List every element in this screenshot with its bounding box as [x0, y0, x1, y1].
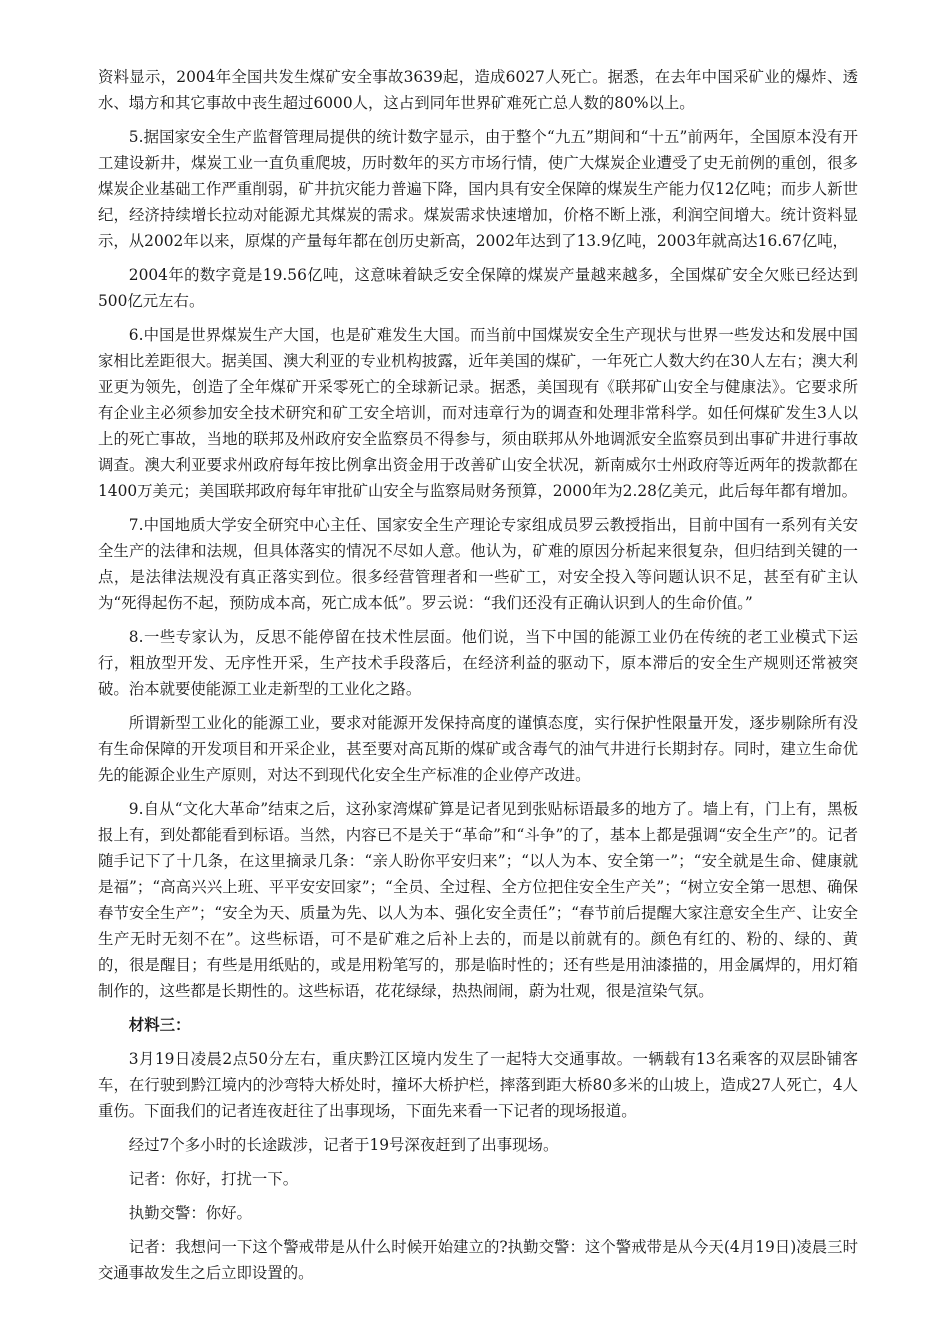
- paragraph-intro-continued: 资料显示，2004年全国共发生煤矿安全事故3639起，造成6027人死亡。据悉，在去年中国采矿业的爆炸、透水、塌方和其它事故中丧生超过6000人，这占到同年世界矿难死亡总人数的80%以上。: [98, 68, 858, 112]
- paragraph-item-5: 5.据国家安全生产监督管理局提供的统计数字显示，由于整个“九五”期间和“十五”前两年，全国原本没有开工建设新井，煤炭工业一直负重爬坡，历时数年的买方市场行情，使广大煤炭企业遭受了史无前例的重创，很多煤炭企业基础工作严重削弱，矿井抗灾能力普遍下降，国内具有安全保障的煤炭生产能力仅12亿吨；而步人新世纪，经济持续增长拉动对能源尤其煤炭的需求。煤炭需求快速增加，价格不断上涨，利润空间增大。统计资料显示，从2002年以来，原煤的产量每年都在创历史新高，2002年达到了13.9亿吨，2003年就高达16.67亿吨，: [98, 128, 858, 250]
- paragraph-material-3-arrival: 经过7个多小时的长途跋涉，记者于19号深夜赶到了出事现场。: [128, 1136, 559, 1154]
- paragraph-item-6: 6.中国是世界煤炭生产大国，也是矿难发生大国。而当前中国煤炭安全生产现状与世界一些发达和发展中国家相比差距很大。据美国、澳大利亚的专业机构披露，近年美国的煤矿，一年死亡人数大约在30人左右；澳大利亚更为领先，创造了全年煤矿开采零死亡的全球新记录。据悉，美国现有《联邦矿山安全与健康法》。它要求所有企业主必须参加安全技术研究和矿工安全培训，而对违章行为的调查和处理非常科学。如任何煤矿发生3人以上的死亡事故，当地的联邦及州政府安全监察员不得参与，须由联邦从外地调派安全监察员到出事矿井进行事故调查。澳大利亚要求州政府每年按比例拿出资金用于改善矿山安全状况，新南威尔士州政府等近两年的拨款都在1400万美元；美国联邦政府每年审批矿山安全与监察局财务预算，2000年为2.28亿美元，此后每年都有增加。: [98, 326, 858, 500]
- dialogue-reporter-2: 记者：我想问一下这个警戒带是从什么时候开始建立的?执勤交警：这个警戒带是从今天(4月19日)凌晨三时交通事故发生之后立即设置的。: [98, 1238, 858, 1282]
- section-heading-material-3: 材料三：: [128, 1016, 191, 1034]
- dialogue-officer-1: 执勤交警：你好。: [128, 1204, 252, 1222]
- document-page: [98, 64, 858, 1294]
- paragraph-item-5-continued: 2004年的数字竟是19.56亿吨，这意味着缺乏安全保障的煤炭产量越来越多，全国煤矿安全欠账已经达到500亿元左右。: [98, 266, 858, 310]
- paragraph-item-8-continued: 所谓新型工业化的能源工业，要求对能源开发保持高度的谨慎态度，实行保护性限量开发，逐步剔除所有没有生命保障的开发项目和开采企业，甚至要对高瓦斯的煤矿或含毒气的油气井进行长期封存。同时，建立生命优先的能源企业生产原则，对达不到现代化安全生产标准的企业停产改进。: [98, 714, 858, 784]
- paragraph-item-9: 9.自从“文化大革命”结束之后，这孙家湾煤矿算是记者见到张贴标语最多的地方了。墙上有，门上有，黑板报上有，到处都能看到标语。当然，内容已不是关于“革命”和“斗争”的了，基本上都是强调“安全生产”的。记者随手记下了十几条，在这里摘录几条：“亲人盼你平安归来”；“以人为本、安全第一”；“安全就是生命、健康就是福”；“高高兴兴上班、平平安安回家”；“全员、全过程、全方位把住安全生产关”；“树立安全第一思想、确保春节安全生产”；“安全为天、质量为先、以人为本、强化安全责任”；“春节前后提醒大家注意安全生产、让安全生产无时无刻不在”。这些标语，可不是矿难之后补上去的，而是以前就有的。颜色有红的、粉的、绿的、黄的，很是醒目；有些是用纸贴的，或是用粉笔写的，那是临时性的；还有些是用油漆描的，用金属焊的，用灯箱制作的，这些都是长期性的。这些标语，花花绿绿，热热闹闹，蔚为壮观，很是渲染气氛。: [98, 800, 858, 1000]
- paragraph-item-7: 7.中国地质大学安全研究中心主任、国家安全生产理论专家组成员罗云教授指出，目前中国有一系列有关安全生产的法律和法规，但具体落实的情况不尽如人意。他认为，矿难的原因分析起来很复杂，但归结到关键的一点，是法律法规没有真正落实到位。很多经营管理者和一些矿工，对安全投入等问题认识不足，甚至有矿主认为“死得起伤不起，预防成本高，死亡成本低”。罗云说：“我们还没有正确认识到人的生命价值。”: [98, 516, 858, 612]
- paragraph-material-3-intro: 3月19日凌晨2点50分左右，重庆黔江区境内发生了一起特大交通事故。一辆载有13名乘客的双层卧铺客车，在行驶到黔江境内的沙弯特大桥处时，撞坏大桥护栏，摔落到距大桥80多米的山坡上，造成27人死亡，4人重伤。下面我们的记者连夜赶往了出事现场，下面先来看一下记者的现场报道。: [98, 1050, 858, 1120]
- paragraph-item-8: 8.一些专家认为，反思不能停留在技术性层面。他们说，当下中国的能源工业仍在传统的老工业模式下运行，粗放型开发、无序性开采，生产技术手段落后，在经济利益的驱动下，原本滞后的安全生产规则还常被突破。治本就要使能源工业走新型的工业化之路。: [98, 628, 858, 698]
- dialogue-reporter-1: 记者：你好，打扰一下。: [128, 1170, 299, 1188]
